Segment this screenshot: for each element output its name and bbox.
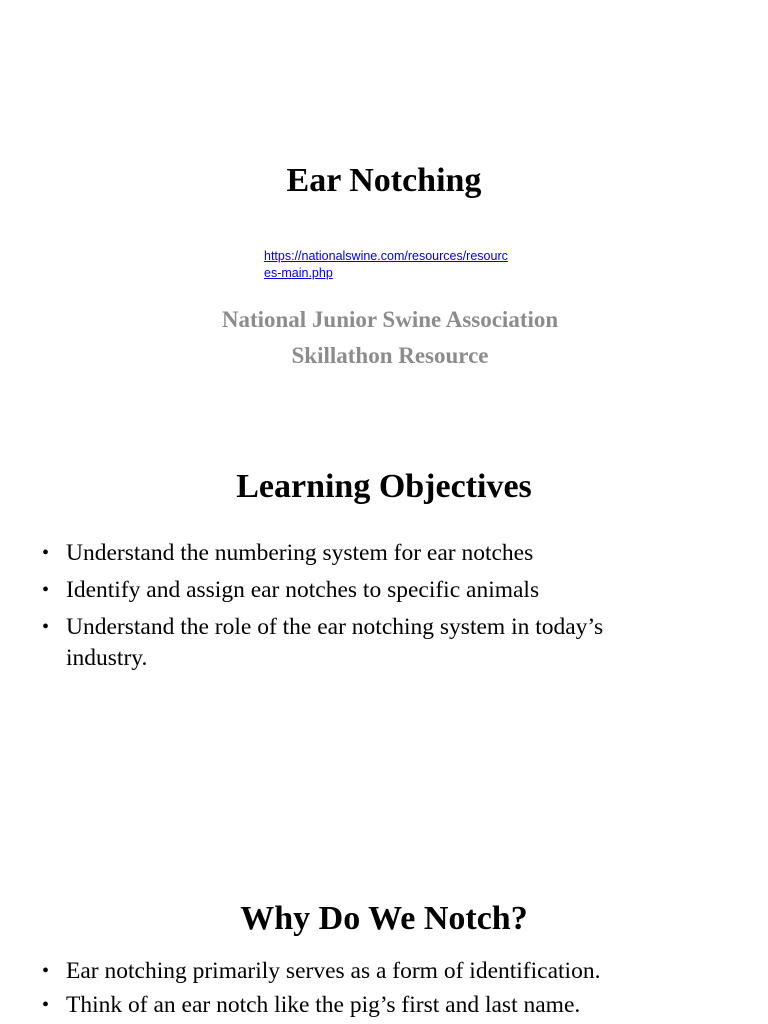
list-item-text: Understand the role of the ear notching system in today’s industry. bbox=[66, 614, 604, 671]
bullet-icon: • bbox=[42, 579, 50, 601]
list-item-text: Identify and assign ear notches to specific animals bbox=[66, 577, 540, 603]
list-item-text: Think of an ear notch like the pig’s first and last name. bbox=[66, 992, 581, 1018]
list-item-text: Ear notching primarily serves as a form of identification. bbox=[66, 958, 601, 984]
list-item bbox=[40, 990, 690, 1021]
title-slide bbox=[0, 0, 768, 420]
resource-link[interactable]: https://nationalswine.com/resources/resources-main.php bbox=[264, 249, 508, 280]
learning-objectives-slide bbox=[0, 420, 768, 850]
list-item bbox=[40, 538, 690, 569]
page-title: Ear Notching bbox=[286, 162, 482, 199]
learning-objectives-list bbox=[40, 538, 690, 680]
bullet-icon: • bbox=[42, 960, 50, 982]
bullet-icon: • bbox=[42, 542, 50, 564]
list-item bbox=[40, 956, 690, 987]
list-item-text: Understand the numbering system for ear notches bbox=[66, 540, 534, 566]
list-item bbox=[40, 612, 690, 674]
why-notch-list bbox=[40, 956, 690, 1024]
why-notch-slide bbox=[0, 880, 768, 1024]
bullet-icon: • bbox=[42, 994, 50, 1016]
why-notch-heading: Why Do We Notch? bbox=[240, 900, 528, 937]
subtitle-resource: Skillathon Resource bbox=[291, 343, 489, 368]
list-item bbox=[40, 575, 690, 606]
learning-objectives-heading: Learning Objectives bbox=[236, 468, 532, 505]
subtitle-organization: National Junior Swine Association bbox=[221, 307, 559, 332]
bullet-icon: • bbox=[42, 616, 50, 638]
